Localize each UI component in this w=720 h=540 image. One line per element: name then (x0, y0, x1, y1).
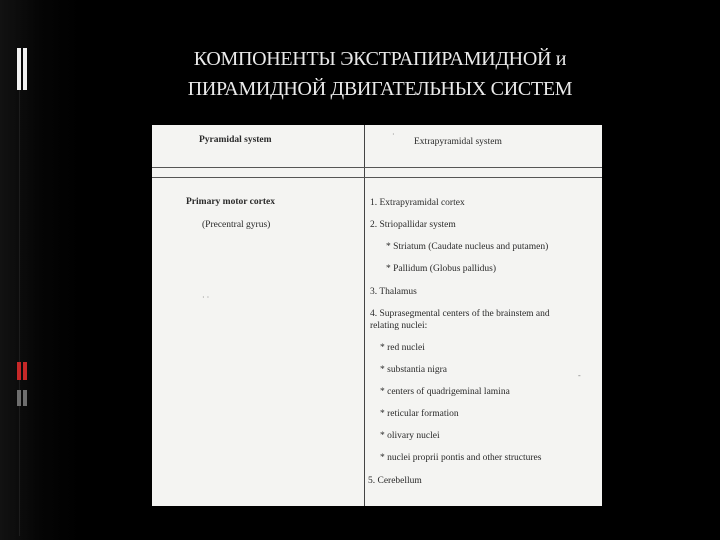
decorative-rail (19, 48, 20, 536)
slide-title (120, 44, 640, 104)
table-header-divider (152, 167, 602, 168)
extrapyramidal-item-2: 2. Striopallidar system (370, 220, 456, 230)
extrapyramidal-item-2a: * Striatum (Cаudate nucleus and putamen) (386, 242, 549, 252)
pyramidal-item-1: Primary motor cortex (186, 197, 275, 207)
extrapyramidal-item-4-2: * substantia nigra (380, 365, 448, 375)
extrapyramidal-item-3: 3. Thalamus (370, 287, 417, 297)
table-column-divider (364, 125, 365, 506)
scan-artifact: · · (202, 293, 210, 302)
accent-bar-white (17, 48, 21, 90)
extrapyramidal-item-4-1: * red nuclei (380, 343, 425, 353)
extrapyramidal-item-4-5: * olivary nuclei (380, 431, 440, 441)
accent-bar-white (23, 48, 27, 90)
extrapyramidal-item-4-4: * reticular formation (380, 409, 459, 419)
extrapyramidal-item-4a: 4. Suprasegmental centers of the brainstem and (370, 309, 550, 319)
extrapyramidal-item-4b: relating nuclei: (370, 321, 428, 331)
header-extrapyramidal: Extrapyramidal system (414, 137, 502, 147)
scan-artifact: · (392, 130, 395, 139)
header-pyramidal: Pyramidal system (199, 135, 272, 145)
extrapyramidal-item-5: 5. Cerebellum (368, 476, 422, 486)
scan-artifact: - (578, 371, 581, 380)
scanned-table-image (152, 125, 602, 506)
table-header-divider (152, 177, 602, 178)
accent-bar-gray (17, 390, 21, 406)
pyramidal-item-2: (Precentral gyrus) (202, 220, 271, 230)
extrapyramidal-item-1: 1. Extrapyramidal cortex (370, 198, 465, 208)
accent-bar-gray (23, 390, 27, 406)
extrapyramidal-item-4-3: * centers of quadrigeminal lamina (380, 387, 510, 397)
accent-bar-red (17, 362, 21, 380)
title-line-2: ПИРАМИДНОЙ ДВИГАТЕЛЬНЫХ СИСТЕМ (187, 78, 573, 100)
title-line-1: КОМПОНЕНТЫ ЭКСТРАПИРАМИДНОЙ и (193, 48, 567, 70)
accent-bar-red (23, 362, 27, 380)
extrapyramidal-item-4-6: * nuclei proprii pontis and other structures (380, 453, 542, 463)
extrapyramidal-item-2b: * Pallidum (Globus pallidus) (386, 264, 497, 274)
